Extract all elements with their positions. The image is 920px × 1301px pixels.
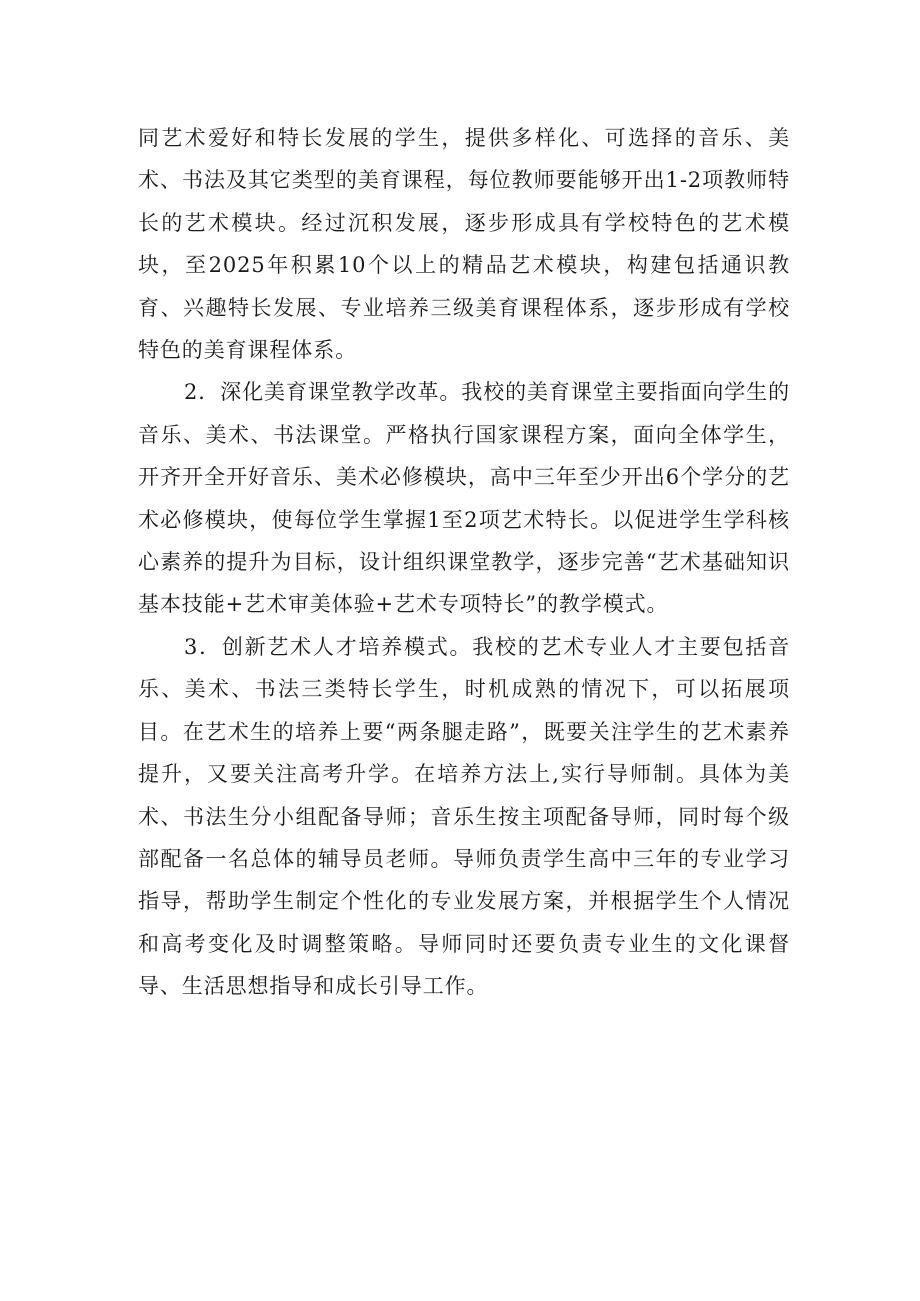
document-page: [138, 117, 790, 1008]
paragraph-continued: 同艺术爱好和特长发展的学生，提供多样化、可选择的音乐、美术、书法及其它类型的美育课程，每位教师要能够开出1-2项教师特长的艺术模块。经过沉积发展，逐步形成具有学校特色的艺术模块，至2025年积累10个以上的精品艺术模块，构建包括通识教育、兴趣特长发展、专业培养三级美育课程体系，逐步形成有学校特色的美育课程体系。: [138, 126, 790, 363]
paragraph-item-3: 3．创新艺术人才培养模式。我校的艺术专业人才主要包括音乐、美术、书法三类特长学生，时机成熟的情况下，可以拓展项目。在艺术生的培养上要“两条腿走路”，既要关注学生的艺术素养提升，又要关注高考升学。在培养方法上,实行导师制。具体为美术、书法生分小组配备导师；音乐生按主项配备导师，同时每个级部配备一名总体的辅导员老师。导师负责学生高中三年的专业学习指导，帮助学生制定个性化的专业发展方案，并根据学生个人情况和高考变化及时调整策略。导师同时还要负责专业生的文化课督导、生活思想指导和成长引导工作。: [138, 634, 790, 999]
paragraph-item-2: 2．深化美育课堂教学改革。我校的美育课堂主要指面向学生的音乐、美术、书法课堂。严格执行国家课程方案，面向全体学生，开齐开全开好音乐、美术必修模块，高中三年至少开出6个学分的艺术必修模块，使每位学生掌握1至2项艺术特长。以促进学生学科核心素养的提升为目标，设计组织课堂教学，逐步完善“艺术基础知识基本技能+艺术审美体验+艺术专项特长”的教学模式。: [138, 380, 790, 617]
